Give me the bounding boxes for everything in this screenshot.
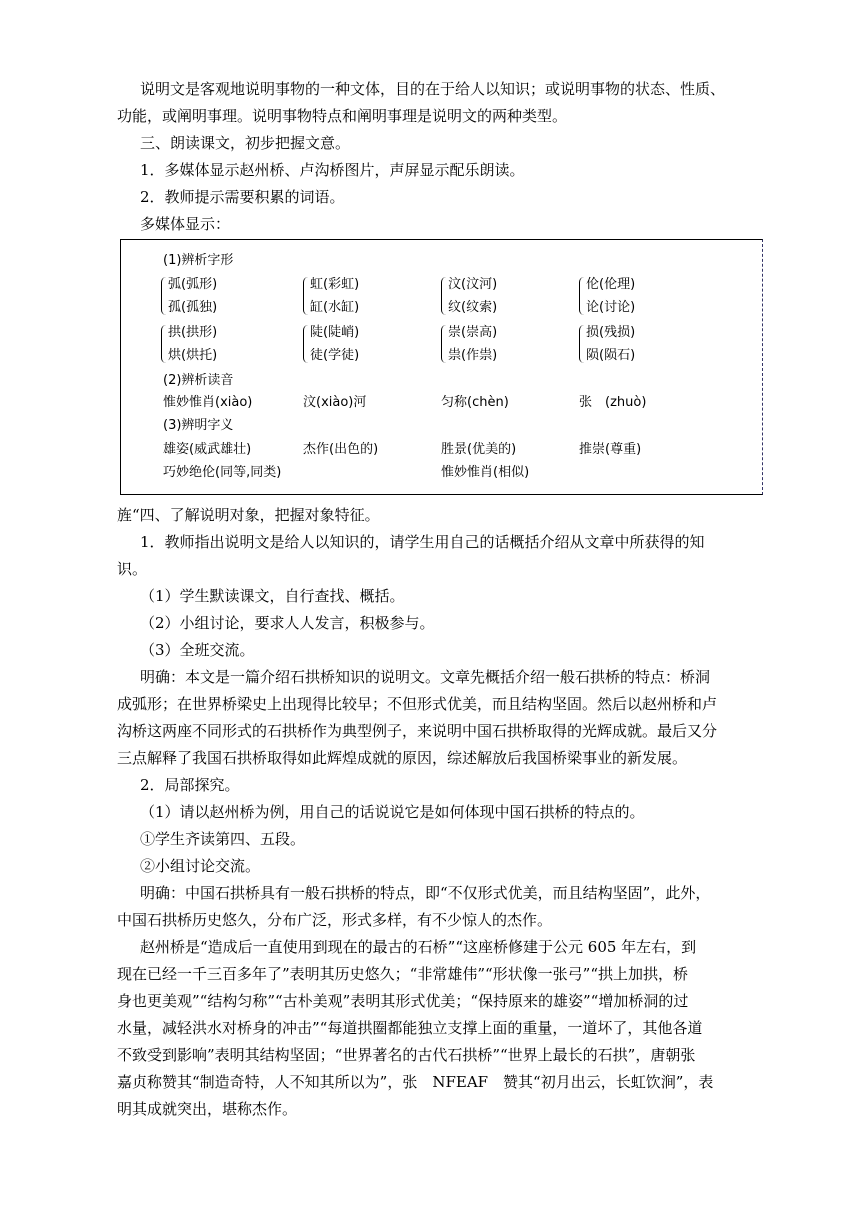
activity-2: ②小组讨论交流。 [140, 857, 261, 875]
glyph-pair: 陨(陨石) [586, 348, 636, 363]
step-1-line1: 1．教师指出说明文是给人以知识的，请学生用自己的话概括介绍从文章中所获得的知 [140, 533, 705, 551]
vocabulary-box [120, 239, 763, 495]
pronunciation-item: 惟妙惟肖(xiào) [163, 395, 253, 410]
substep-3: （3）全班交流。 [140, 641, 255, 659]
glyph-pair: 陡(陡峭) [310, 325, 360, 340]
glyph-pair: 伦(伦理) [586, 277, 636, 292]
brace-mark [579, 277, 584, 315]
substep-2: （2）小组讨论，要求人人发言，积极参与。 [140, 614, 435, 632]
pronunciation-item: 张 (zhuò) [579, 395, 647, 410]
clarification-line2: 成弧形；在世界桥梁史上出现得比较早；不但形式优美，而且结构坚固。然后以赵州桥和卢 [117, 695, 718, 713]
paragraph-intro-line1: 说明文是客观地说明事物的一种文体，目的在于给人以知识；或说明事物的状态、性质、 [140, 80, 726, 98]
glyph-pair: 论(讨论) [586, 300, 636, 315]
zhaozhou-line2: 现在已经一千三百多年了”表明其历史悠久；“非常雄伟”“形状像一张弓”“拱上加拱，桥 [117, 965, 689, 983]
pronunciation-item: 汶(xiào)河 [303, 395, 367, 410]
clarification-line3: 沟桥这两座不同形式的石拱桥作为典型例子，来说明中国石拱桥取得的光辉成就。最后又分 [117, 722, 718, 740]
brace-mark [441, 277, 446, 315]
box-heading-3: (3)辨明字义 [163, 418, 234, 433]
glyph-pair: 崇(崇高) [448, 325, 498, 340]
pronunciation-item: 匀称(chèn) [441, 395, 509, 410]
step-1: 1．多媒体显示赵州桥、卢沟桥图片，声屏显示配乐朗读。 [140, 161, 525, 179]
glyph-pair: 孤(孤独) [168, 300, 218, 315]
glyph-pair: 纹(纹索) [448, 300, 498, 315]
step-2: 2．教师提示需要积累的词语。 [140, 188, 345, 206]
brace-mark [161, 277, 166, 315]
definition-item: 杰作(出色的) [303, 442, 379, 457]
substep-1: （1）学生默读课文，自行查找、概括。 [140, 587, 405, 605]
clarification-line1: 明确：本文是一篇介绍石拱桥知识的说明文。文章先概括介绍一般石拱桥的特点：桥洞 [140, 668, 711, 686]
clarification2-line1: 明确：中国石拱桥具有一般石拱桥的特点，即“不仅形式优美，而且结构坚固”，此外， [140, 884, 711, 902]
glyph-pair: 拱(拱形) [168, 325, 218, 340]
brace-mark [303, 325, 308, 363]
brace-mark [161, 325, 166, 363]
section-heading-3: 三、朗读课文，初步把握文意。 [140, 134, 351, 152]
zhaozhou-line6: 嘉贞称赞其“制造奇特，人不知其所以为”，张 NFEAF 赞其“初月出云，长虹饮涧”，表 [117, 1073, 714, 1091]
glyph-pair: 弧(弧形) [168, 277, 218, 292]
zhaozhou-line1: 赵州桥是“造成后一直使用到现在的最古的石桥”“这座桥修建于公元 605 年左右，到 [140, 938, 697, 956]
definition-item: 胜景(优美的) [441, 442, 517, 457]
zhaozhou-line5: 不致受到影响”表明其结构坚固；“世界著名的古代石拱桥”“世界上最长的石拱”，唐朝张 [117, 1046, 696, 1064]
zhaozhou-line3: 身也更美观”“结构匀称”“古朴美观”表明其形式优美；“保持原来的雄姿”“增加桥洞的过 [117, 992, 689, 1010]
glyph-pair: 烘(烘托) [168, 348, 218, 363]
glyph-pair: 汶(汶河) [448, 277, 498, 292]
step-2-explore: 2．局部探究。 [140, 776, 240, 794]
brace-mark [441, 325, 446, 363]
glyph-pair: 缸(水缸) [310, 300, 360, 315]
glyph-pair: 祟(作祟) [448, 348, 498, 363]
glyph-pair: 损(残损) [586, 325, 636, 340]
activity-1: ①学生齐读第四、五段。 [140, 830, 306, 848]
zhaozhou-line7: 明其成就突出，堪称杰作。 [117, 1100, 298, 1118]
definition-item: 雄姿(威武雄壮) [163, 442, 252, 457]
clarification2-line2: 中国石拱桥历史悠久，分布广泛，形式多样，有不少惊人的杰作。 [117, 911, 553, 929]
paragraph-intro-line2: 功能，或阐明事理。说明事物特点和阐明事理是说明文的两种类型。 [117, 107, 568, 125]
glyph-pair: 虹(彩虹) [310, 277, 360, 292]
definition-item: 推崇(尊重) [579, 442, 642, 457]
question-1: （1）请以赵州桥为例，用自己的话说说它是如何体现中国石拱桥的特点的。 [140, 803, 645, 821]
definition-item: 惟妙惟肖(相似) [441, 465, 530, 480]
multimedia-label: 多媒体显示： [140, 215, 231, 233]
brace-mark [303, 277, 308, 315]
brace-mark [579, 325, 584, 363]
box-heading-2: (2)辨析读音 [163, 373, 234, 388]
definition-item: 巧妙绝伦(同等,同类) [163, 465, 282, 480]
step-1-line2: 识。 [117, 560, 148, 578]
zhaozhou-line4: 水量，减轻洪水对桥身的冲击”“每道拱圈都能独立支撑上面的重量，一道坏了，其他各道 [117, 1019, 703, 1037]
section-heading-4: 旌“四、了解说明对象，把握对象特征。 [117, 506, 380, 524]
box-heading-1: (1)辨析字形 [163, 253, 234, 268]
clarification-line4: 三点解释了我国石拱桥取得如此辉煌成就的原因，综述解放后我国桥梁事业的新发展。 [117, 749, 688, 767]
glyph-pair: 徒(学徒) [310, 348, 360, 363]
